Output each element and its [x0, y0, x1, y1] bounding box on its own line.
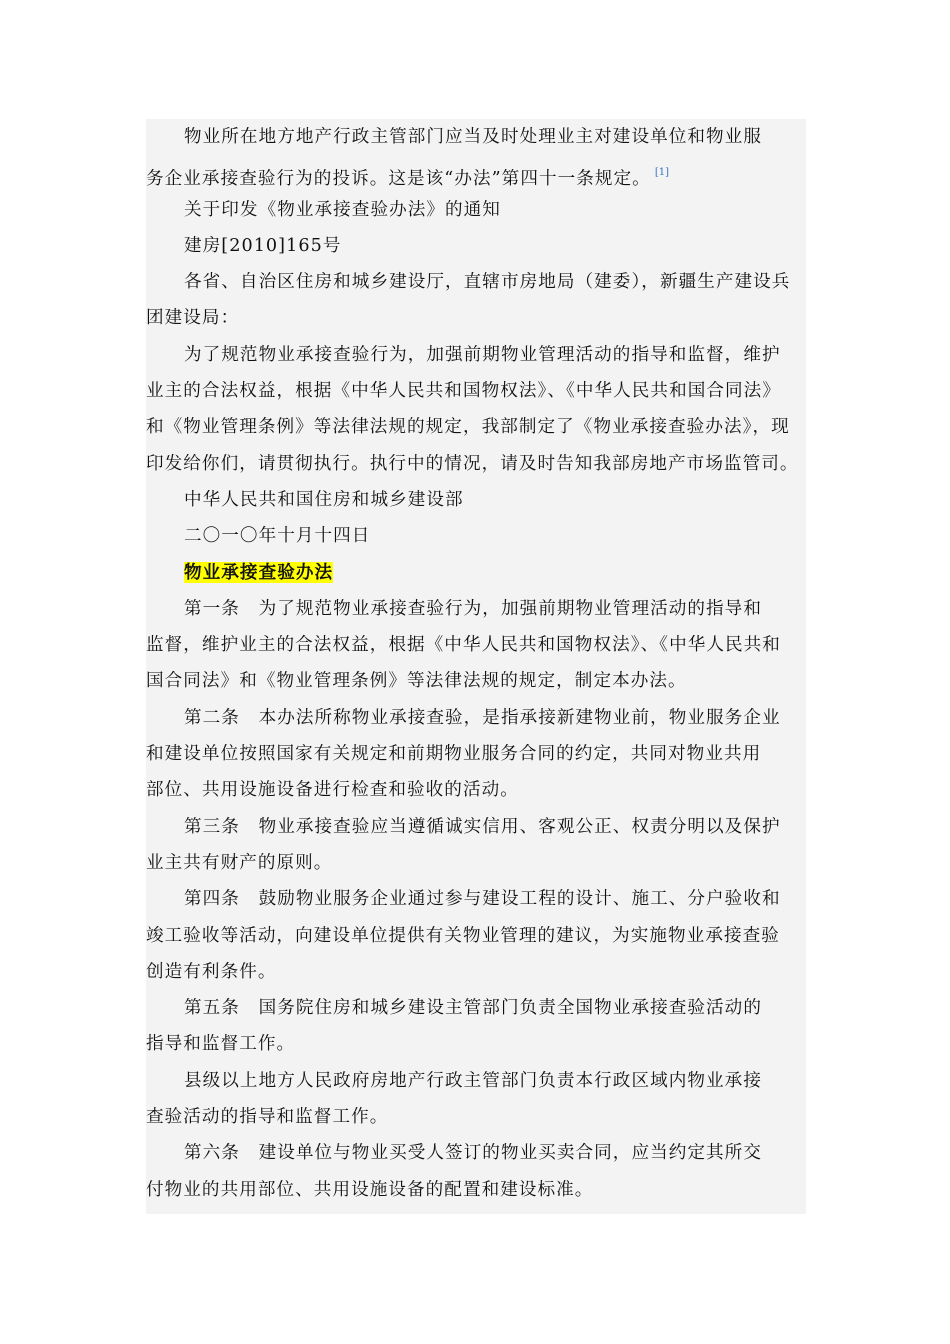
text-line	[146, 881, 806, 917]
line-text: 关于印发《物业承接查验办法》的通知	[184, 199, 501, 220]
text-line	[146, 772, 806, 808]
text-line	[146, 663, 806, 699]
line-text: 务企业承接查验行为的投诉。这是该“办法”第四十一条规定。	[146, 169, 651, 190]
line-text: 二〇一〇年十月十四日	[184, 526, 371, 547]
text-line	[146, 918, 806, 954]
text-line	[146, 264, 806, 300]
line-text: 竣工验收等活动，向建设单位提供有关物业管理的建议，为实施物业承接查验	[146, 925, 780, 946]
line-text: 第四条 鼓励物业服务企业通过参与建设工程的设计、施工、分户验收和	[184, 889, 781, 910]
text-line	[146, 1099, 806, 1135]
text-line	[146, 337, 806, 373]
text-line	[146, 482, 806, 518]
line-text: 业主的合法权益，根据《中华人民共和国物权法》、《中华人民共和国合同法》	[146, 381, 781, 402]
text-line	[146, 700, 806, 736]
text-line	[146, 155, 806, 191]
line-text: 为了规范物业承接查验行为，加强前期物业管理活动的指导和监督，维护	[184, 344, 781, 365]
line-text: 物业承接查验办法	[184, 561, 334, 583]
text-line	[146, 518, 806, 554]
line-text: 建房[2010]165号	[184, 235, 342, 256]
line-text: 印发给你们，请贯彻执行。执行中的情况，请及时告知我部房地产市场监管司。	[146, 453, 799, 474]
line-text: 第三条 物业承接查验应当遵循诚实信用、客观公正、权责分明以及保护	[184, 816, 781, 837]
line-text: 县级以上地方人民政府房地产行政主管部门负责本行政区域内物业承接	[184, 1070, 762, 1091]
text-line	[146, 627, 806, 663]
text-line	[146, 845, 806, 881]
line-text: 查验活动的指导和监督工作。	[146, 1107, 389, 1128]
text-line	[146, 446, 806, 482]
document-page	[146, 119, 806, 1214]
line-text: 中华人民共和国住房和城乡建设部	[184, 489, 464, 510]
line-text: 第五条 国务院住房和城乡建设主管部门负责全国物业承接查验活动的	[184, 998, 762, 1019]
citation-reference-link[interactable]: [1]	[654, 167, 670, 179]
line-text: 指导和监督工作。	[146, 1034, 296, 1055]
line-text: 团建设局：	[146, 308, 240, 329]
text-line	[146, 954, 806, 990]
text-line	[146, 1063, 806, 1099]
line-text: 国合同法》和《物业管理条例》等法律法规的规定，制定本办法。	[146, 671, 687, 692]
text-line	[146, 1172, 806, 1208]
text-line	[146, 1026, 806, 1062]
text-line	[146, 990, 806, 1026]
line-text: 物业所在地方地产行政主管部门应当及时处理业主对建设单位和物业服	[184, 127, 762, 147]
line-text: 和建设单位按照国家有关规定和前期物业服务合同的约定，共同对物业共用	[146, 744, 762, 765]
line-text: 创造有利条件。	[146, 961, 277, 982]
line-text: 各省、自治区住房和城乡建设厅，直辖市房地局（建委），新疆生产建设兵	[184, 272, 791, 293]
text-line	[146, 1135, 806, 1171]
text-line	[146, 373, 806, 409]
line-text: 第六条 建设单位与物业买受人签订的物业买卖合同，应当约定其所交	[184, 1143, 762, 1164]
text-line	[146, 809, 806, 845]
line-text: 部位、共用设施设备进行检查和验收的活动。	[146, 780, 519, 801]
text-line	[146, 228, 806, 264]
line-text: 付物业的共用部位、共用设施设备的配置和建设标准。	[146, 1179, 594, 1200]
text-line	[146, 409, 806, 445]
line-text: 监督，维护业主的合法权益，根据《中华人民共和国物权法》、《中华人民共和	[146, 635, 781, 656]
line-text: 第一条 为了规范物业承接查验行为，加强前期物业管理活动的指导和	[184, 598, 762, 619]
document-heading	[146, 555, 806, 591]
line-text: 第二条 本办法所称物业承接查验，是指承接新建物业前，物业服务企业	[184, 707, 781, 728]
text-line	[146, 119, 806, 155]
line-text: 和《物业管理条例》等法律法规的规定，我部制定了《物业承接查验办法》，现	[146, 417, 790, 438]
text-line	[146, 300, 806, 336]
line-text: 业主共有财产的原则。	[146, 852, 333, 873]
text-line	[146, 192, 806, 228]
text-line	[146, 736, 806, 772]
text-line	[146, 591, 806, 627]
